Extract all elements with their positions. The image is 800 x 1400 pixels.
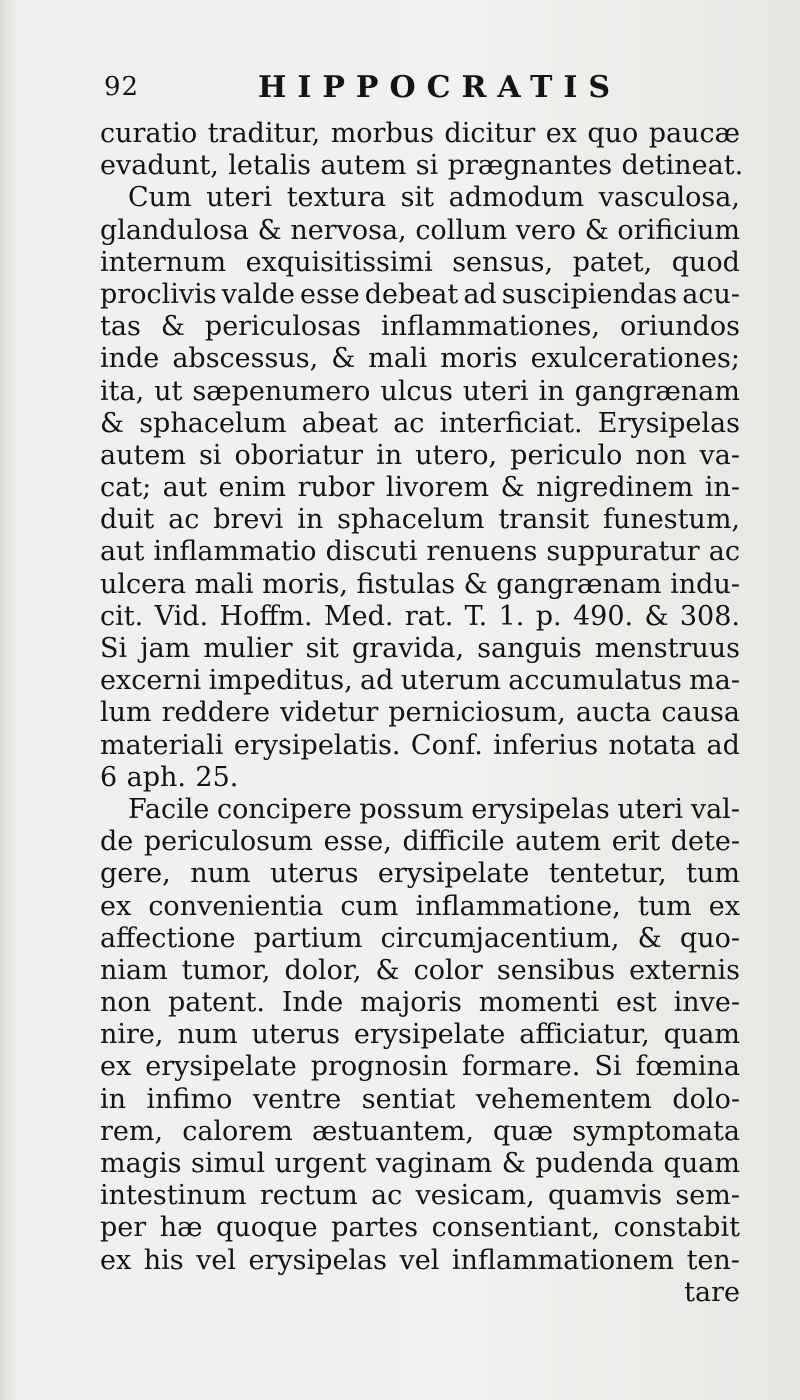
text-line: cat; aut enim rubor livorem & nigredinem in- <box>100 472 740 504</box>
text-line: excerni impeditus, ad uterum accumulatus ma- <box>100 665 740 697</box>
page-number: 92 <box>104 72 140 102</box>
text-line: non patent. Inde majoris momenti est inve- <box>100 987 740 1019</box>
text-line: in infimo ventre sentiat vehementem dolo- <box>100 1083 740 1115</box>
text-line: gere, num uterus erysipelate tentetur, tum <box>100 858 740 890</box>
body-text <box>100 118 744 1309</box>
text-line: ita, ut sæpenumero ulcus uteri in gangrænam <box>100 375 740 407</box>
text-line: niam tumor, dolor, & color sensibus externis <box>100 954 740 986</box>
running-head: HIPPOCRATIS <box>258 70 622 105</box>
text-line: tare <box>684 1276 740 1308</box>
text-line: magis simul urgent vaginam & pudenda quam <box>100 1148 740 1179</box>
text-line: autem si oboriatur in utero, periculo non va- <box>100 439 740 471</box>
text-line: ulcera mali moris, fistulas & gangrænam indu- <box>100 568 740 600</box>
text-line: ex his vel erysipelas vel inflammationem ten- <box>100 1244 740 1276</box>
text-line: & sphacelum abeat ac interficiat. Erysipelas <box>100 407 740 439</box>
text-line: ex convenientia cum inflammatione, tum ex <box>100 890 740 922</box>
text-line: glandulosa & nervosa, collum vero & orificium <box>100 214 740 246</box>
text-line: cit. Vid. Hoffm. Med. rat. T. 1. p. 490. & 308. <box>100 600 740 632</box>
text-line: intestinum rectum ac vesicam, quamvis sem- <box>100 1180 740 1212</box>
text-line: duit ac brevi in sphacelum transit funestum, <box>100 504 740 536</box>
text-line: affectione partium circumjacentium, & quo- <box>100 922 740 954</box>
text-line: proclivis valde esse debeat ad suscipiendas acu- <box>100 278 740 310</box>
text-line: lum reddere videtur perniciosum, aucta causa <box>100 697 740 729</box>
text-line: rem, calorem æstuantem, quæ symptomata <box>100 1115 740 1147</box>
text-line: Cum uteri textura sit admodum vasculosa, <box>128 182 740 214</box>
text-line: materiali erysipelatis. Conf. inferius notata ad <box>100 729 740 761</box>
text-line: curatio traditur, morbus dicitur ex quo paucæ <box>100 118 740 149</box>
text-line: Si jam mulier sit gravida, sanguis menstruus <box>100 633 740 664</box>
text-line: per hæ quoque partes consentiant, constabit <box>100 1212 740 1244</box>
page-header <box>100 70 740 104</box>
text-line: evadunt, letalis autem si prægnantes detineat. <box>100 150 744 182</box>
text-line: de periculosum esse, difficile autem erit dete- <box>100 826 740 858</box>
text-line: ex erysipelate prognosin formare. Si fœmina <box>100 1051 740 1083</box>
text-line: aut inflammatio discuti renuens suppuratur ac <box>100 536 740 568</box>
text-line: 6 aph. 25. <box>100 761 239 793</box>
text-line: tas & periculosas inflammationes, oriundos <box>100 311 740 343</box>
text-line: internum exquisitissimi sensus, patet, quod <box>100 246 740 278</box>
text-line: inde abscessus, & mali moris exulcerationes; <box>100 343 740 375</box>
text-line: nire, num uterus erysipelate afficiatur, quam <box>100 1019 740 1051</box>
text-line: Facile concipere possum erysipelas uteri val- <box>128 793 740 825</box>
